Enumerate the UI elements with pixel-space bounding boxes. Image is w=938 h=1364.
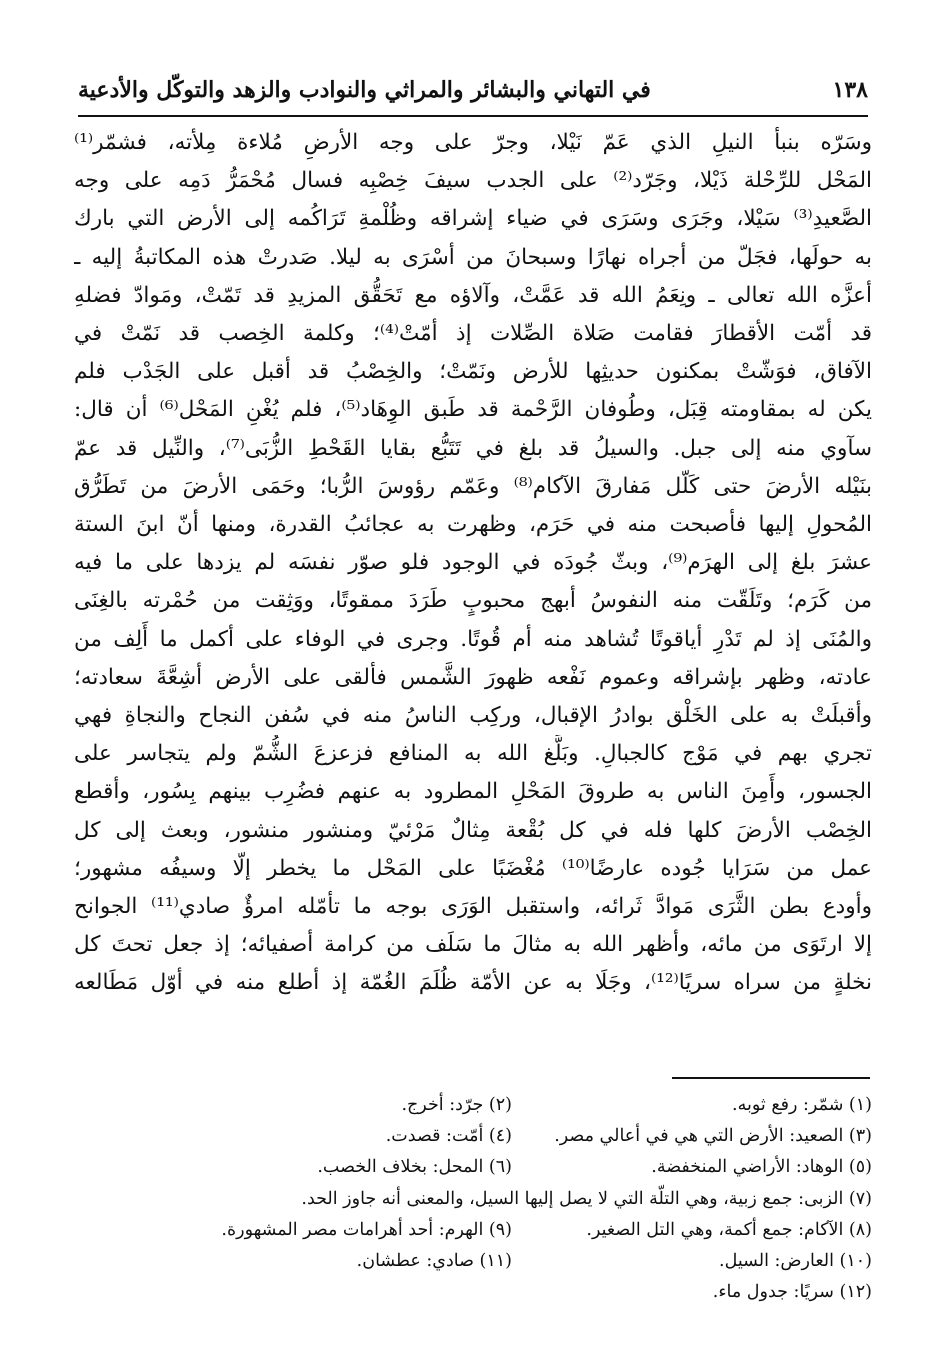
body-line: به حولَها، فجَلّ من أجراه نهارًا وسبحانَ من أسْرَى به ليلا. صَدرتْ هذه المكاتبةُ إليه ـ [74,244,872,270]
body-line: نخلةٍ من سراه سريًا⁽¹²⁾، وجَلَا به عن الأمّة ظُلَمَ الغُمّة إذ أطلع منه في أوّل مَطَالعه [74,970,872,996]
body-line: الخِصْب الأرضَ كلها فله في كل بُقْعة مِثالٌ مَرْئيّ ومنشور منشور، وبعث إلى كل [74,817,872,843]
footnote-row [120,1215,872,1246]
body-line: إلا ارتَوَى من مائه، وأظهر الله به مثالَ ما سَلَف من كرامة أصفيائه؛ إذ جعل تحتَ كل [74,932,872,958]
footnote-row [120,1184,872,1215]
body-line: الصَّعيدِ⁽³⁾ سَيْلا، وجَرَى وسَرَى في ضياء إشراقه وظُلْمةِ تَرَاكُمه إلى الأرض التي بارك [74,206,872,232]
footnote-row [120,1121,872,1152]
footnote-row [120,1090,872,1121]
body-line: عمل من سَرَايا جُوده عارضًا⁽¹⁰⁾ مُغْضَبًا على المَحْل ما يخطر إلّا وسيفُه مشهور؛ [74,855,872,881]
footnote-row [120,1277,872,1308]
footnote-row [120,1246,872,1277]
footnote-9: (٩) الهرم: أحد أهرامات مصر المشهورة. [221,1219,512,1240]
body-line: المَحْل للرِّحْلة ذَيْلا، وجَرّد⁽²⁾ على الجدب سيفَ خِصْبِه فسال مُحْمَرُّ دَمِه على وجه [74,168,872,194]
footnote-6: (٦) المحل: بخلاف الخصب. [317,1157,512,1178]
body-line: الجسور، وأَمِنَ الناس به طروقَ المَحْلِ المطرود به عنهم فضُرِب بينهم بِسُور، وأقطع [74,779,872,805]
body-line: يكن له بمقاومته قِبَل، وطُوفان الرَّحْمة قد طَبق الوِهَاد⁽⁵⁾، فلم يُغْنِ المَحْل⁽⁶⁾ أن قال: [74,397,872,423]
body-line: بنَيْله الأرضَ حتى كَلّل مَفارقَ الآكام⁽⁸⁾ وعَمّم رؤوسَ الرُّبا؛ وحَمَى الأرضَ من تَطَرُّق [74,473,872,499]
header-rule [78,115,868,117]
footnote-row [120,1152,872,1183]
body-line: عشرَ بلغ إلى الهرَم⁽⁹⁾، وبثّ جُودَه في الوجود فلو صوّر نفسَه لم يزدها على ما فيه [74,550,872,576]
footnote-10: (١٠) العارض: السيل. [719,1250,872,1271]
body-line: الآفاق، فوَشّتْ بمكنون حديثِها للأرض ونَمّتْ؛ والخِصْبُ قد أقبل على الجَدْب فلم [74,359,872,385]
body-line: المُحولِ إليها فأصبحت منه في حَرَم، وظهرت به عجائبُ القدرة، ومنها أنّ ابنَ الستة [74,512,872,538]
running-title: في التهاني والبشائر والمراثي والنوادب والزهد والتوكّل والأدعية [78,77,651,103]
footnote-2: (٢) جرّد: أخرج. [401,1095,512,1115]
body-line: عادته، وظهر بإشراقه وعموم نَفْعه ظهورَ الشَّمس فألقى على الأرض أشِعَّةَ سعادته؛ [74,664,872,690]
footnote-12: (١٢) سريًا: جدول ماء. [712,1282,872,1303]
footnote-rule [672,1077,870,1079]
footnote-11: (١١) صادي: عطشان. [356,1250,512,1271]
footnote-5: (٥) الوهاد: الأراضي المنخفضة. [651,1157,872,1178]
page-number: ١٣٨ [832,77,868,103]
footnote-4: (٤) أمّت: قصدت. [385,1126,512,1147]
body-line: قد أمّت الأقطارَ فقامت صَلاة الصِّلات إذ أمّتْ⁽⁴⁾؛ وكلمة الخِصب قد نَمّتْ في [74,321,872,347]
page-header [78,70,868,110]
footnote-3: (٣) الصعيد: الأرض التي هي في أعالي مصر. [554,1126,872,1147]
footnotes [120,1090,872,1308]
body-line: والمُنَى إذ لم تَدْرِ أياقوتًا تُشاهد منه أم قُوتًا. وجرى في الوفاء على أكمل ما أَلِف من [74,626,872,652]
body-line: وأقبلَتْ به على الخَلْق بوادرُ الإقبال، وركِب الناسُ منه في سُفن النجاح والنجاةِ فهي [74,703,872,729]
body-line: وسَرّه بنبأ النيلِ الذي عَمّ نَيْلا، وجرّ على وجه الأرضِ مُلاءة مِلأته، فشمّر⁽¹⁾ [74,130,872,155]
body-line: من كَرَم؛ وتَلَقّت منه النفوسُ أبهج محبوبٍ طَرَدَ ممقوتًا، ووَثِقت من حُمْرته بالغِنَى [74,588,872,614]
footnote-1: (١) شمّر: رفع ثوبه. [732,1095,872,1115]
body-text [74,124,872,1003]
body-line: تجري بهم في مَوْج كالجبالِ. وبَلَّغ الله به المنافع فزعزعَ الشُّمّ ولم يتجاسر على [74,741,872,767]
body-line: سآوي منه إلى جبل. والسيلُ قد بلغ في تَتَبُّع بقايا القَحْطِ الزُّبَى⁽⁷⁾، والنِّيل قد عمّ [74,435,872,461]
body-line: أعزَّه الله تعالى ـ ونِعَمُ الله قد عَمَّتْ، وآلاؤه مع تَحَقُّق المزيدِ قد تَمّتْ، ومَوادّ فضلهِ [74,282,872,308]
footnote-8: (٨) الآكام: جمع أكمة، وهي التل الصغير. [586,1219,872,1240]
body-line: وأودع بطن الثَّرَى مَوادَّ ثَرائه، واستقبل الوَرَى بوجه ما تأمّله امرؤٌ صادي⁽¹¹⁾ الجوانح [74,894,872,920]
footnote-7: (٧) الزبى: جمع زبية، وهي التلّة التي لا يصل إليها السيل، والمعنى أنه جاوز الحد. [301,1188,872,1209]
